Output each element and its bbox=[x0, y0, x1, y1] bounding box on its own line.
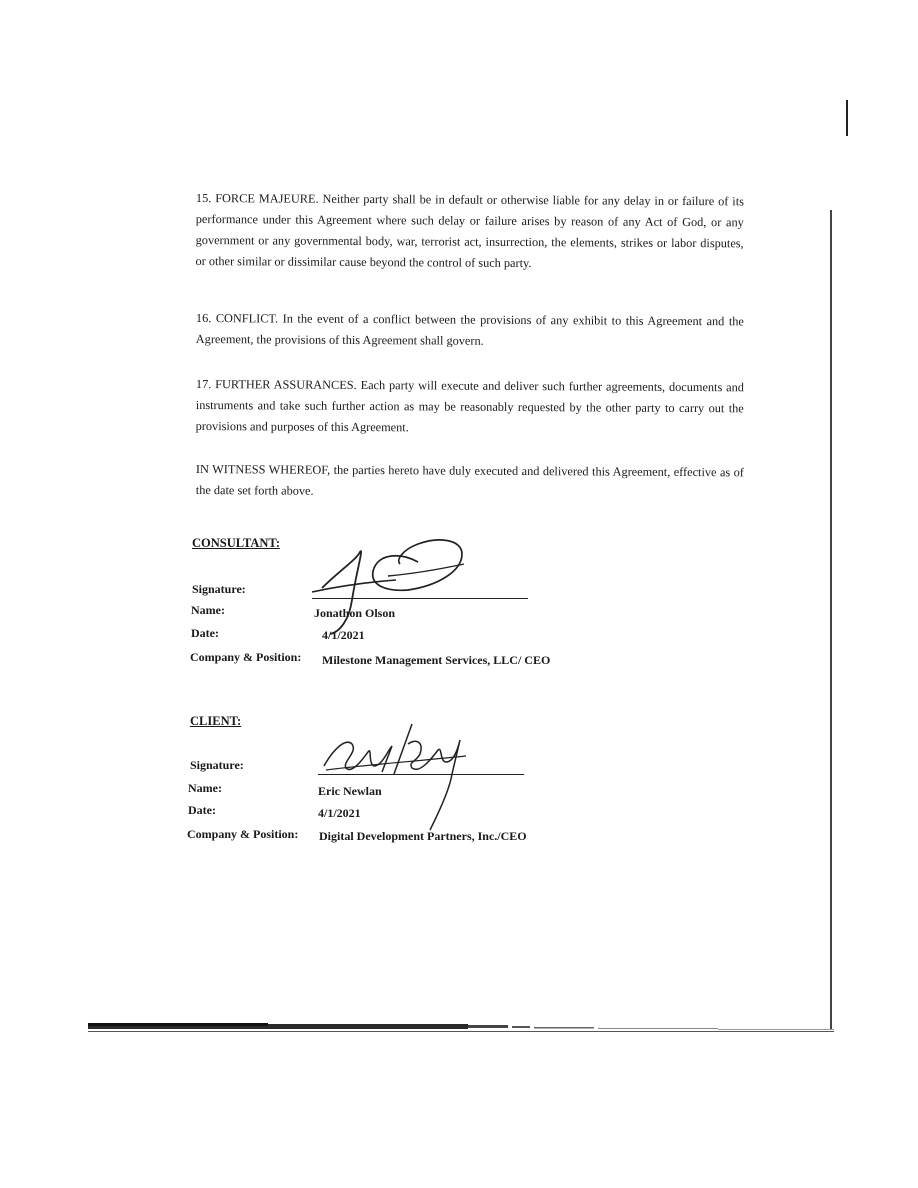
client-date: 4/1/2021 bbox=[318, 806, 361, 820]
consultant-signature-graphic bbox=[300, 530, 480, 640]
client-date-label: Date: bbox=[188, 803, 216, 817]
consultant-company-label: Company & Position: bbox=[190, 650, 302, 664]
client-heading: CLIENT: bbox=[190, 714, 242, 728]
consultant-date: 4/1/2021 bbox=[322, 628, 365, 642]
consultant-name: Jonathon Olson bbox=[314, 606, 396, 620]
section-15-force-majeure: 15. FORCE MAJEURE. Neither party shall be in default or otherwise liable for any delay in or failure of its performance under this Agreement where such delay or failure arises by reason of any Act of God, or any government or any governmental body, war, terrorist act, insurrection, the elements, strikes or labor disputes, or other similar or dissimilar cause beyond the control of such party. bbox=[195, 191, 744, 271]
consultant-company: Milestone Management Services, LLC/ CEO bbox=[322, 653, 551, 667]
consultant-date-label: Date: bbox=[191, 626, 219, 640]
scan-page-edge bbox=[830, 210, 832, 1030]
scan-artifact-line bbox=[846, 100, 848, 136]
client-company-label: Company & Position: bbox=[187, 827, 299, 841]
client-signature-label: Signature: bbox=[190, 758, 244, 772]
client-company: Digital Development Partners, Inc./CEO bbox=[319, 829, 527, 843]
consultant-heading: CONSULTANT: bbox=[192, 536, 280, 550]
consultant-name-label: Name: bbox=[191, 603, 225, 617]
consultant-signature-label: Signature: bbox=[192, 582, 246, 596]
client-name: Eric Newlan bbox=[318, 784, 382, 798]
client-name-label: Name: bbox=[188, 781, 222, 795]
section-16-conflict: 16. CONFLICT. In the event of a conflict between the provisions of any exhibit to this Agreement and the Agreement, the provisions of this Agreement shall govern. bbox=[195, 311, 744, 349]
section-17-further-assurances: 17. FURTHER ASSURANCES. Each party will execute and deliver such further agreements, documents and instruments and take such further action as may be reasonably requested by the other party to carry out the provisions and purposes of this Agreement. bbox=[195, 377, 744, 435]
witness-clause: IN WITNESS WHEREOF, the parties hereto have duly executed and delivered this Agreement, effective as of the date set forth above. bbox=[195, 462, 744, 499]
scan-artifact-bottom-bar bbox=[88, 1022, 834, 1044]
